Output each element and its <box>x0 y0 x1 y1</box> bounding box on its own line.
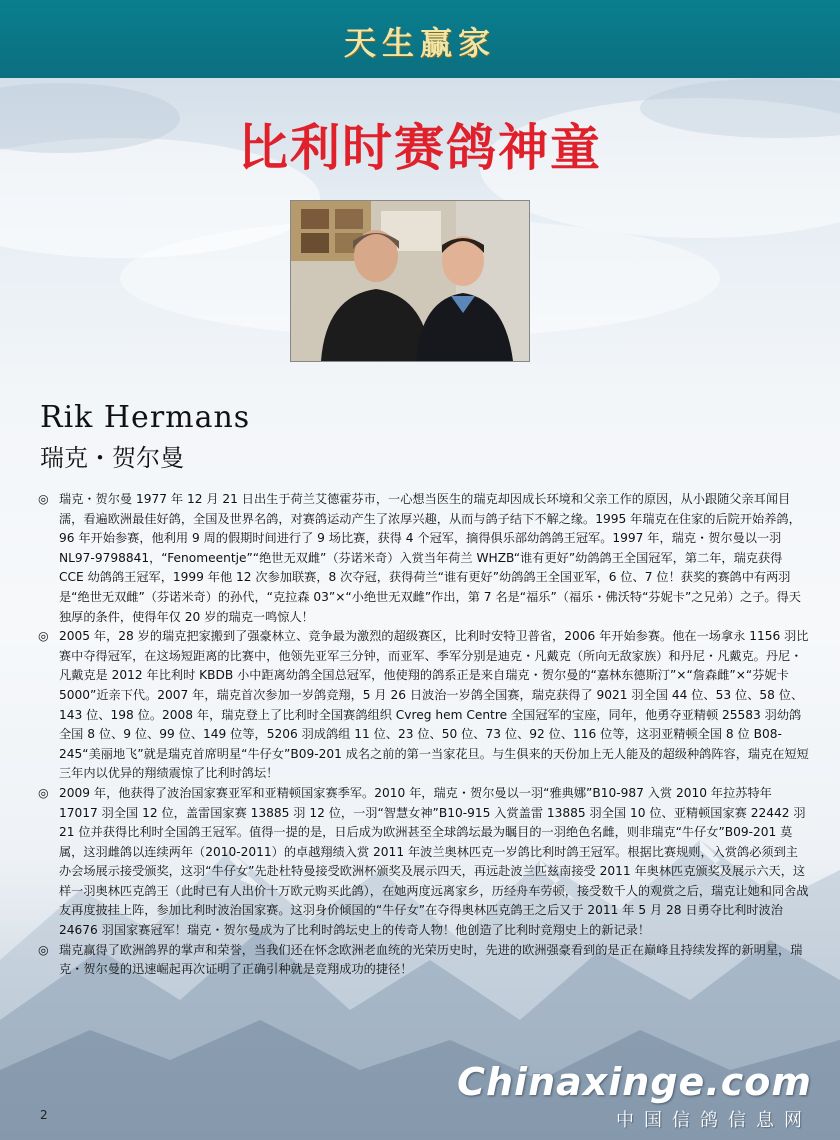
page-title: 比利时赛鸽神童 <box>238 118 602 177</box>
bullet-icon: ◎ <box>38 629 49 644</box>
paragraph-text: 瑞克・贺尔曼 1977 年 12 月 21 日出生于荷兰艾德霍芬市，一心想当医生的瑞克却因成长环境和父亲工作的原因，从小跟随父亲耳闻目濡，看遍欧洲最佳好鸽，全国及世界名鸽，对赛鸽运动产生了浓厚兴趣，从而与鸽子结下不解之缘。1995 年瑞克在住家的后院开始养鸽，96 年开始参赛，他利用 9 周的假期时间进行了 9 场比赛，获得 4 个冠军，摘得俱乐部幼鸽鸽王冠军。1997 年，瑞克・贺尔曼以一羽 NL97-9798841，“Fenomeentje”“绝世无双雌”（芬诺米奇）入赏当年荷兰 WHZB“谁有更好”幼鸽鸽王全国冠军，第二年，瑞克获得 CCE 幼鸽鸽王冠军，1999 年他 12 次参加联赛，8 次夺冠，获得荷兰“谁有更好”幼鸽鸽王全国亚军，6 位、7 位！获奖的赛鸽中有两羽是“绝世无双雌”（芬诺米奇）的孙代，“克拉森 03”×“小绝世无双雌”作出，第 7 名是“福乐”（福乐・佛沃特“芬妮卡”之兄弟）之子。得天独厚的条件，使得年仅 20 岁的瑞克一鸣惊人！ <box>59 492 801 624</box>
name-english: Rik Hermans <box>40 400 251 435</box>
page-number: 2 <box>40 1108 48 1122</box>
paragraph <box>38 784 810 941</box>
bullet-icon: ◎ <box>38 942 49 957</box>
watermark-brand: Chinaxinge.com <box>457 1060 812 1104</box>
paragraph-text: 2005 年，28 岁的瑞克把家搬到了强豪林立、竞争最为激烈的超级赛区，比利时安特卫普省，2006 年开始参赛。他在一场拿永 1156 羽比赛中夺得冠军，在这场短距离的比赛中，他领先亚军三分钟，而亚军、季军分别是迪克・凡戴克（所向无敌家族）和丹尼・凡戴克。丹尼・凡戴克是 2012 年比利时 KBDB 小中距离幼鸽全国总冠军，他使翔的鸽系正是来自瑞克・贺尔曼的“嘉林东德斯汀”×“詹森雌”×“芬妮卡 5000”近亲下代。2007 年，瑞克首次参加一岁鸽竞翔，5 月 26 日波治一岁鸽全国赛，瑞克获得了 9021 羽全国 44 位、53 位、58 位、143 位、198 位。2008 年，瑞克登上了比利时全国赛鸽组织 Cvreg hem Centre 全国冠军的宝座，同年，他勇夺亚精顿 25583 羽幼鸽全国 8 位、9 位、99 位、149 位等，5206 羽成鸽组 11 位、23 位、50 位、73 位、92 位、116 位等，这羽亚精顿全国 8 位 B08-245“美丽地飞”就是瑞克首席明星“牛仔女”B09-201 成名之前的第一当家花旦。与生俱来的天份加上无人能及的超级种鸽阵容，瑞克在短短三年内以优异的翔绩震惊了比利时鸽坛！ <box>59 629 809 781</box>
paragraph <box>38 941 810 980</box>
paragraph-text: 2009 年，他获得了波治国家赛亚军和亚精顿国家赛季军。2010 年，瑞克・贺尔曼以一羽“雅典娜”B10-987 入赏 2010 年拉苏特年 17017 羽全国 12 位，盖雷国家赛 13885 羽 12 位，一羽“智慧女神”B10-915 入赏盖雷 13885 羽全国 10 位、亚精顿国家赛 22442 羽 21 位并获得比利时全国鸽王冠军。值得一提的是，日后成为欧洲甚至全球鸽坛最为瞩目的一羽绝色名雌，则非瑞克“牛仔女”B09-201 莫属，这羽雌鸽以连续两年（2010-2011）的卓越翔绩入赏 2011 年波兰奥林匹克一岁鸽比利时鸽王冠军。根据比赛规则，入赏鸽必须到主办会场展示接受颁奖，这羽“牛仔女”先赴杜特曼接受欧洲杯颁奖及展示四天，再远赴波兰匹兹南接受 2011 年奥林匹克颁奖及展示六天，这样一羽奥林匹克鸽王（此时已有人出价十万欧元购买此鸽），在她两度远离家乡，历经舟车劳顿，接受数千人的观赏之后，瑞克让她和同舍战友再度披挂上阵，参加比利时波治国家赛。这羽身价倾国的“牛仔女”在夺得奥林匹克鸽王之后又于 2011 年 5 月 28 日勇夺比利时波治 24676 羽国家赛冠军！瑞克・贺尔曼成为了比利时鸽坛史上的传奇人物！他创造了比利时竞翔史上的新记录！ <box>59 785 809 938</box>
bullet-icon: ◎ <box>38 785 49 800</box>
watermark-subtitle: 中国信鸽信息网 <box>616 1110 812 1131</box>
bullet-icon: ◎ <box>38 492 49 506</box>
name-chinese: 瑞克・贺尔曼 <box>40 444 184 472</box>
header-title: 天生赢家 <box>343 24 496 62</box>
article-body <box>38 490 810 980</box>
paragraph <box>38 490 810 627</box>
paragraph-text: 瑞克赢得了欧洲鸽界的掌声和荣誉，当我们还在怀念欧洲老血统的光荣历史时，先进的欧洲强豪看到的是正在巅峰且持续发挥的新明星，瑞克・贺尔曼的迅速崛起再次证明了正确引种就是竞翔成功的捷径！ <box>59 942 803 977</box>
paragraph <box>38 627 810 784</box>
header-banner <box>0 0 840 78</box>
portrait-photo <box>290 200 530 362</box>
